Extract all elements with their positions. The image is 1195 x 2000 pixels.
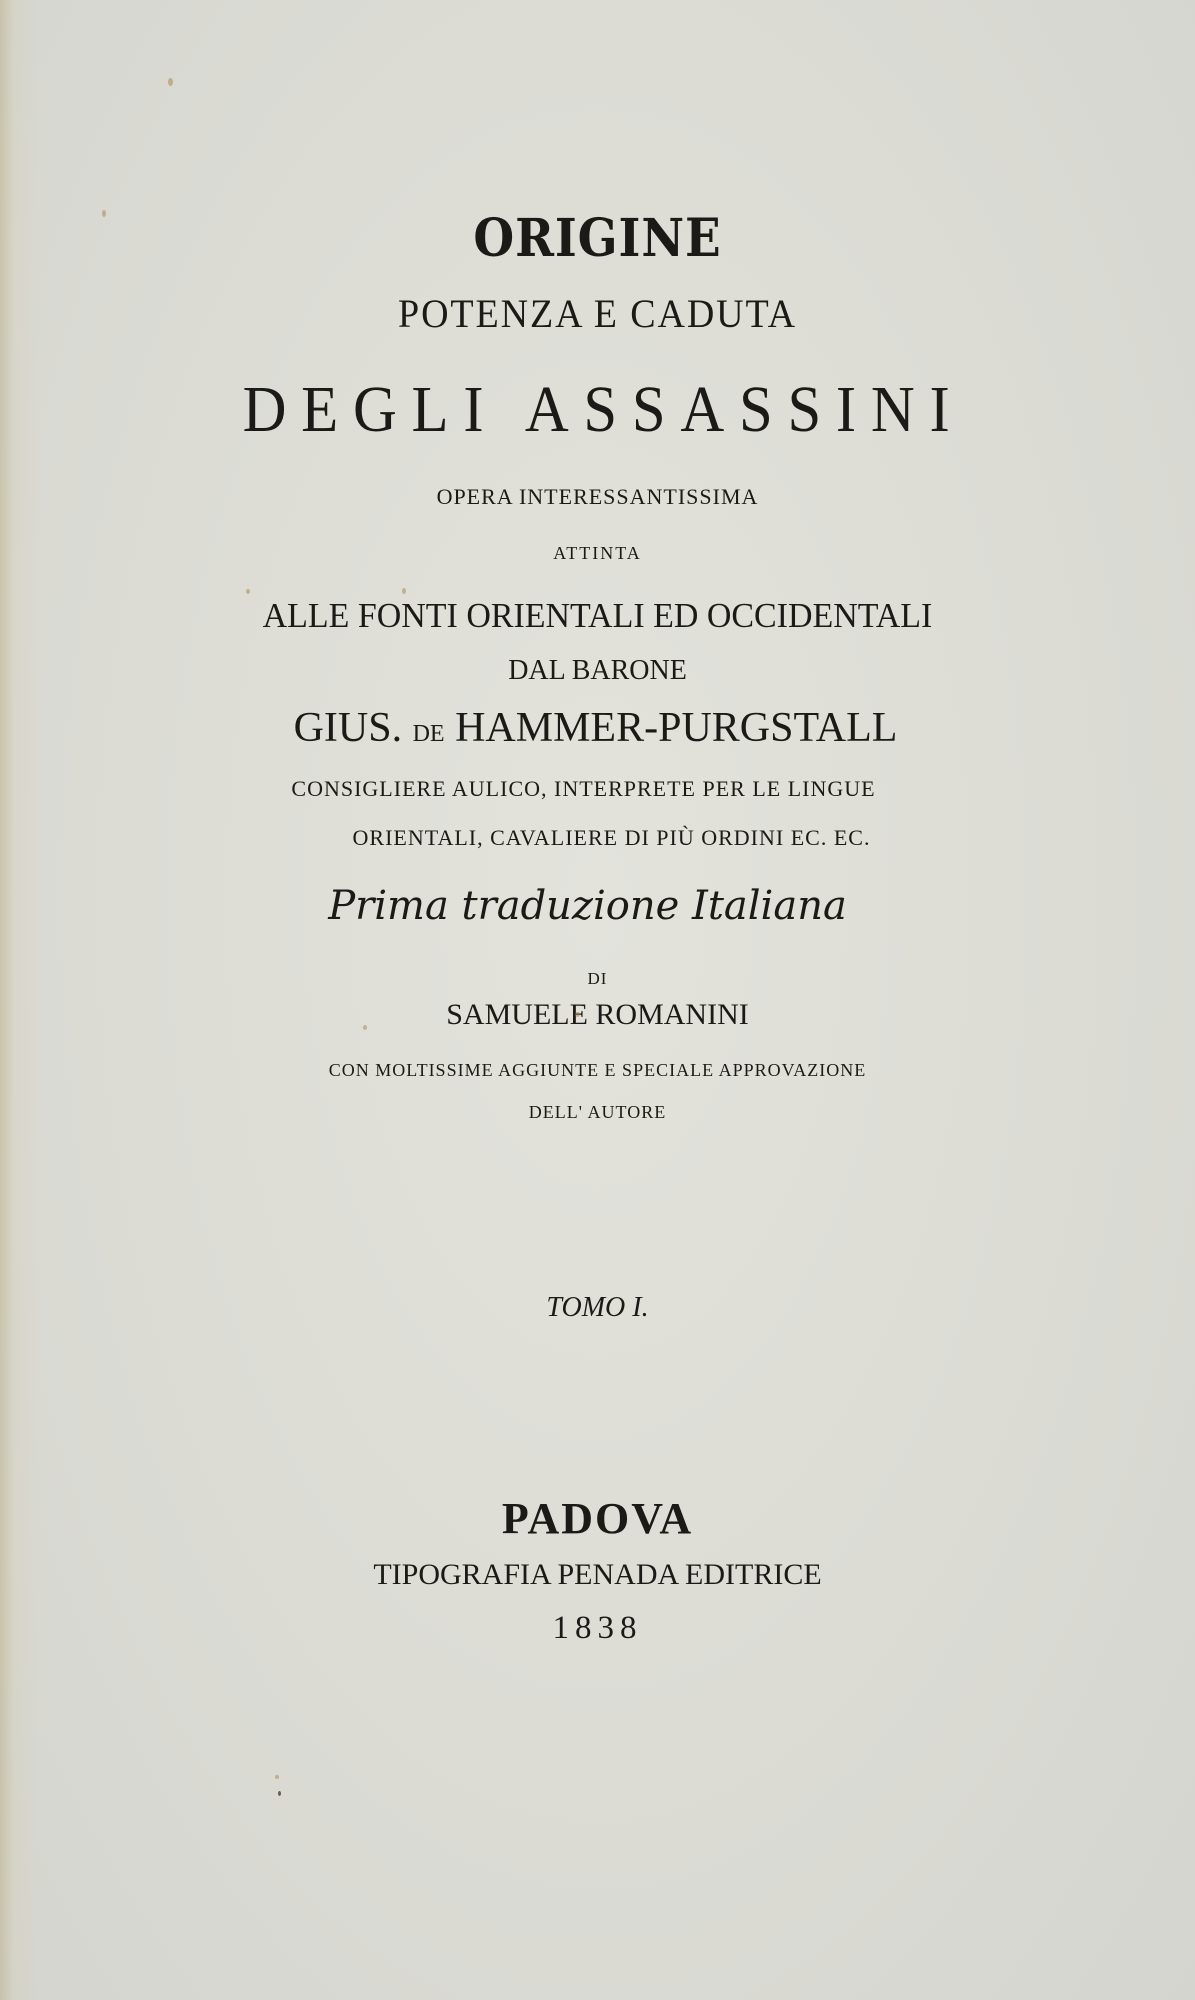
volume-label: TOMO I.: [546, 1292, 649, 1323]
author-surname: HAMMER-PURGSTALL: [455, 705, 898, 751]
foxing-spot: [278, 1791, 281, 1796]
imprint-year: 1838: [552, 1610, 643, 1646]
translation-di: DI: [587, 969, 608, 988]
translation-heading: Prima traduzione Italiana: [328, 883, 847, 929]
title-origine: ORIGINE: [473, 208, 722, 269]
subtitle-opera: OPERA INTERESSANTISSIMA: [436, 484, 759, 509]
foxing-spot: [402, 588, 406, 594]
foxing-spot: [102, 210, 106, 217]
author-titles-line1: CONSIGLIERE AULICO, INTERPRETE PER LE LINGUE: [291, 776, 876, 801]
translator-name: SAMUELE ROMANINI: [446, 998, 749, 1031]
subtitle-fonti: ALLE FONTI ORIENTALI ED OCCIDENTALI: [262, 596, 933, 635]
foxing-spot: [575, 1012, 580, 1017]
author-titles-line2: ORIENTALI, CAVALIERE DI PIÙ ORDINI EC. EC.: [352, 825, 871, 850]
foxing-spot: [275, 1775, 279, 1779]
author-particle: DE: [412, 721, 445, 747]
author-name: [0, 704, 1193, 752]
title-degli-assassini: DEGLI ASSASSINI: [242, 373, 965, 446]
author-prefix: GIUS.: [293, 705, 403, 751]
imprint-city: PADOVA: [501, 1494, 694, 1543]
imprint-publisher: TIPOGRAFIA PENADA EDITRICE: [373, 1558, 822, 1591]
foxing-spot: [363, 1025, 367, 1030]
foxing-spot: [246, 589, 250, 594]
foxing-spot: [168, 78, 173, 86]
title-potenza-e-caduta: POTENZA E CADUTA: [398, 291, 797, 336]
subtitle-dal-barone: DAL BARONE: [508, 655, 687, 686]
translation-note-line2: DELL' AUTORE: [528, 1102, 667, 1122]
translation-note-line1: CON MOLTISSIME AGGIUNTE E SPECIALE APPROVAZIONE: [328, 1060, 867, 1080]
subtitle-attinta: ATTINTA: [553, 543, 642, 563]
